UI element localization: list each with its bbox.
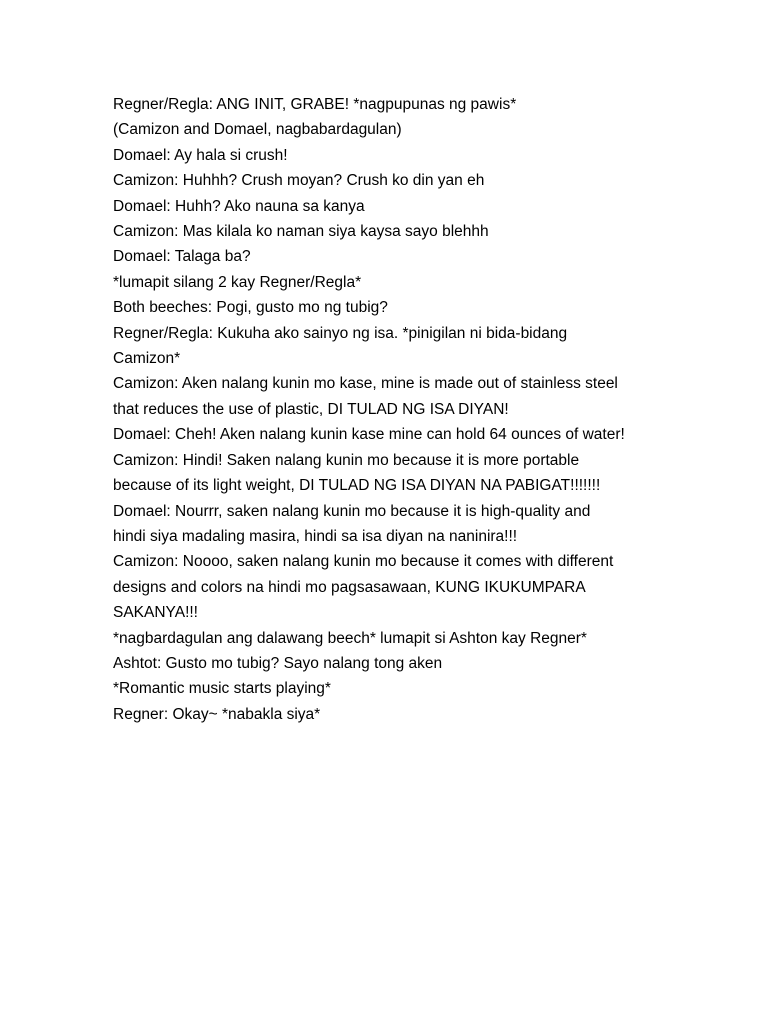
script-line: designs and colors na hindi mo pagsasawaan, KUNG IKUKUMPARA — [113, 578, 586, 596]
script-line: Domael: Talaga ba? — [113, 248, 251, 266]
script-line: that reduces the use of plastic, DI TULAD NG ISA DIYAN! — [113, 400, 509, 418]
script-line: Both beeches: Pogi, gusto mo ng tubig? — [113, 299, 388, 317]
script-line: Camizon: Huhhh? Crush moyan? Crush ko din yan eh — [113, 172, 485, 190]
script-line: because of its light weight, DI TULAD NG ISA DIYAN NA PABIGAT!!!!!!! — [113, 477, 601, 495]
script-line: Domael: Huhh? Ako nauna sa kanya — [113, 197, 365, 215]
script-line: Regner: Okay~ *nabakla siya* — [113, 705, 321, 723]
script-line: *Romantic music starts playing* — [113, 680, 331, 698]
script-line: Camizon* — [113, 350, 181, 368]
script-line: *nagbardagulan ang dalawang beech* lumapit si Ashton kay Regner* — [113, 629, 587, 647]
script-line: Domael: Cheh! Aken nalang kunin kase mine can hold 64 ounces of water! — [113, 426, 625, 444]
script-line: Ashtot: Gusto mo tubig? Sayo nalang tong aken — [113, 654, 443, 672]
script-text — [113, 92, 673, 727]
script-line: Camizon: Aken nalang kunin mo kase, mine is made out of stainless steel — [113, 375, 618, 393]
script-line: Camizon: Noooo, saken nalang kunin mo because it comes with different — [113, 553, 614, 571]
script-line: Domael: Ay hala si crush! — [113, 146, 288, 164]
script-line: Camizon: Hindi! Saken nalang kunin mo because it is more portable — [113, 451, 580, 469]
script-line: hindi siya madaling masira, hindi sa isa diyan na naninira!!! — [113, 527, 518, 545]
script-line: SAKANYA!!! — [113, 604, 198, 622]
script-line: Regner/Regla: ANG INIT, GRABE! *nagpupunas ng pawis* — [113, 96, 517, 113]
script-line: Camizon: Mas kilala ko naman siya kaysa sayo blehhh — [113, 223, 489, 241]
script-line: Domael: Nourrr, saken nalang kunin mo because it is high-quality and — [113, 502, 591, 520]
script-line: *lumapit silang 2 kay Regner/Regla* — [113, 273, 362, 291]
script-line: Regner/Regla: Kukuha ako sainyo ng isa. *pinigilan ni bida-bidang — [113, 324, 568, 342]
script-line: (Camizon and Domael, nagbabardagulan) — [113, 121, 402, 139]
